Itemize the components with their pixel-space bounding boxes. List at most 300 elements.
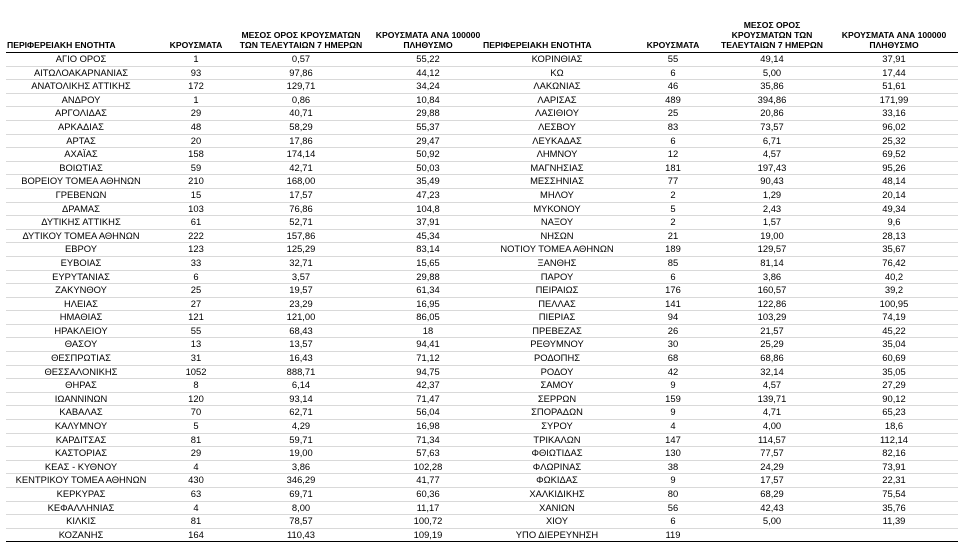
table-row [6, 256, 490, 270]
table-row [6, 379, 490, 393]
cell-cases: 59 [156, 161, 236, 175]
table-row [6, 352, 490, 366]
cell-7day-average: 32,71 [236, 256, 366, 270]
table-row [482, 528, 958, 542]
cell-7day-average: 114,57 [714, 433, 830, 447]
header-region: ΠΕΡΙΦΕΡΕΙΑΚΗ ΕΝΟΤΗΤΑ [6, 8, 156, 53]
cell-cases: 1052 [156, 365, 236, 379]
cell-cases-per-100k: 112,14 [830, 433, 958, 447]
cell-7day-average [714, 528, 830, 542]
cell-cases: 9 [632, 406, 714, 420]
cell-region: ΧΙΟΥ [482, 515, 632, 529]
table-row [482, 433, 958, 447]
cell-7day-average: 73,57 [714, 120, 830, 134]
cell-cases: 13 [156, 338, 236, 352]
cell-7day-average: 58,29 [236, 120, 366, 134]
cell-cases-per-100k: 95,26 [830, 161, 958, 175]
table-row [6, 202, 490, 216]
cell-cases-per-100k: 29,47 [366, 134, 490, 148]
table-row [6, 284, 490, 298]
cell-7day-average: 17,57 [714, 474, 830, 488]
cell-cases: 55 [156, 324, 236, 338]
table-row [482, 284, 958, 298]
cell-cases-per-100k: 104,8 [366, 202, 490, 216]
cell-cases-per-100k: 60,69 [830, 352, 958, 366]
table-row [482, 148, 958, 162]
cell-7day-average: 93,14 [236, 392, 366, 406]
cell-7day-average: 394,86 [714, 93, 830, 107]
cell-region: ΔΥΤΙΚΟΥ ΤΟΜΕΑ ΑΘΗΝΩΝ [6, 229, 156, 243]
header-cases: ΚΡΟΥΣΜΑΤΑ [632, 8, 714, 53]
cell-cases: 6 [632, 270, 714, 284]
cell-region: ΞΑΝΘΗΣ [482, 256, 632, 270]
cell-7day-average: 129,71 [236, 80, 366, 94]
cell-7day-average: 77,57 [714, 447, 830, 461]
cell-region: ΑΝΔΡΟΥ [6, 93, 156, 107]
header-cases: ΚΡΟΥΣΜΑΤΑ [156, 8, 236, 53]
table-row [6, 365, 490, 379]
cell-region: ΣΕΡΡΩΝ [482, 392, 632, 406]
cell-cases: 42 [632, 365, 714, 379]
cell-cases-per-100k: 10,84 [366, 93, 490, 107]
cell-cases: 176 [632, 284, 714, 298]
cell-region: ΠΕΙΡΑΙΩΣ [482, 284, 632, 298]
cell-cases: 8 [156, 379, 236, 393]
cell-7day-average: 157,86 [236, 229, 366, 243]
cell-region: ΡΕΘΥΜΝΟΥ [482, 338, 632, 352]
table-row [482, 488, 958, 502]
cell-cases-per-100k: 71,34 [366, 433, 490, 447]
cell-7day-average: 13,57 [236, 338, 366, 352]
table-row [6, 270, 490, 284]
table-header-row [482, 8, 958, 53]
cell-cases-per-100k: 42,37 [366, 379, 490, 393]
cell-cases: 489 [632, 93, 714, 107]
table-row [6, 107, 490, 121]
cell-7day-average: 24,29 [714, 460, 830, 474]
cell-cases-per-100k: 44,12 [366, 66, 490, 80]
cell-7day-average: 3,57 [236, 270, 366, 284]
cell-cases-per-100k: 15,65 [366, 256, 490, 270]
table-row [6, 338, 490, 352]
cell-cases: 103 [156, 202, 236, 216]
cell-7day-average: 17,86 [236, 134, 366, 148]
cell-cases-per-100k: 37,91 [830, 53, 958, 67]
cell-cases: 1 [156, 53, 236, 67]
table-row [6, 406, 490, 420]
cell-cases: 6 [632, 66, 714, 80]
cell-region: ΛΑΚΩΝΙΑΣ [482, 80, 632, 94]
cell-cases-per-100k: 65,23 [830, 406, 958, 420]
cell-region: ΘΗΡΑΣ [6, 379, 156, 393]
cell-region: ΚΕΡΚΥΡΑΣ [6, 488, 156, 502]
cell-cases-per-100k: 57,63 [366, 447, 490, 461]
table-row [6, 188, 490, 202]
cell-region: ΛΕΥΚΑΔΑΣ [482, 134, 632, 148]
cell-cases: 29 [156, 447, 236, 461]
cell-cases-per-100k: 82,16 [830, 447, 958, 461]
cell-region: ΡΟΔΟΠΗΣ [482, 352, 632, 366]
cell-7day-average: 59,71 [236, 433, 366, 447]
cell-cases-per-100k: 55,22 [366, 53, 490, 67]
cell-cases-per-100k: 74,19 [830, 311, 958, 325]
table-row [6, 134, 490, 148]
cell-region: ΛΑΡΙΣΑΣ [482, 93, 632, 107]
cell-7day-average: 32,14 [714, 365, 830, 379]
cell-region: ΜΗΛΟΥ [482, 188, 632, 202]
table-row [482, 107, 958, 121]
cell-7day-average: 40,71 [236, 107, 366, 121]
cell-region: ΝΟΤΙΟΥ ΤΟΜΕΑ ΑΘΗΝΩΝ [482, 243, 632, 257]
cell-cases-per-100k: 18,6 [830, 420, 958, 434]
cell-cases: 56 [632, 501, 714, 515]
cell-7day-average: 3,86 [236, 460, 366, 474]
cell-7day-average: 4,00 [714, 420, 830, 434]
cell-7day-average: 19,00 [236, 447, 366, 461]
cell-cases: 189 [632, 243, 714, 257]
cell-region: ΑΙΤΩΛΟΑΚΑΡΝΑΝΙΑΣ [6, 66, 156, 80]
table-header-row [6, 8, 490, 53]
cell-7day-average: 4,57 [714, 148, 830, 162]
cell-cases: 172 [156, 80, 236, 94]
cell-region: ΛΕΣΒΟΥ [482, 120, 632, 134]
cell-region: ΚΟΖΑΝΗΣ [6, 528, 156, 542]
table-row [482, 447, 958, 461]
table-row [482, 379, 958, 393]
cell-7day-average: 174,14 [236, 148, 366, 162]
cell-region: ΒΟΡΕΙΟΥ ΤΟΜΕΑ ΑΘΗΝΩΝ [6, 175, 156, 189]
cell-cases-per-100k: 27,29 [830, 379, 958, 393]
cell-region: ΤΡΙΚΑΛΩΝ [482, 433, 632, 447]
cell-region: ΑΡΚΑΔΙΑΣ [6, 120, 156, 134]
cell-cases: 70 [156, 406, 236, 420]
cell-cases-per-100k: 49,34 [830, 202, 958, 216]
cell-region: ΠΙΕΡΙΑΣ [482, 311, 632, 325]
cell-cases: 4 [156, 501, 236, 515]
cell-cases: 81 [156, 433, 236, 447]
table-row [482, 256, 958, 270]
cell-region: ΛΗΜΝΟΥ [482, 148, 632, 162]
cell-region: ΜΕΣΣΗΝΙΑΣ [482, 175, 632, 189]
cell-region: ΗΜΑΘΙΑΣ [6, 311, 156, 325]
cell-7day-average: 121,00 [236, 311, 366, 325]
table-row [482, 53, 958, 67]
table-row [6, 120, 490, 134]
table-row [6, 324, 490, 338]
table-row [482, 80, 958, 94]
cell-7day-average: 160,57 [714, 284, 830, 298]
cell-region: ΚΩ [482, 66, 632, 80]
cell-7day-average: 103,29 [714, 311, 830, 325]
cell-cases: 38 [632, 460, 714, 474]
cell-cases-per-100k: 56,04 [366, 406, 490, 420]
cell-cases-per-100k: 109,19 [366, 528, 490, 542]
table-row [6, 66, 490, 80]
cell-cases: 68 [632, 352, 714, 366]
cell-region: ΕΥΒΟΙΑΣ [6, 256, 156, 270]
cell-7day-average: 21,57 [714, 324, 830, 338]
cell-cases-per-100k: 90,12 [830, 392, 958, 406]
cell-cases-per-100k: 29,88 [366, 270, 490, 284]
table-row [482, 93, 958, 107]
cell-region: ΜΑΓΝΗΣΙΑΣ [482, 161, 632, 175]
cell-7day-average: 42,43 [714, 501, 830, 515]
cell-region: ΣΠΟΡΑΔΩΝ [482, 406, 632, 420]
cell-cases: 77 [632, 175, 714, 189]
cell-7day-average: 49,14 [714, 53, 830, 67]
cell-cases: 222 [156, 229, 236, 243]
cell-cases-per-100k: 51,61 [830, 80, 958, 94]
cell-region: ΚΕΑΣ - ΚΥΘΝΟΥ [6, 460, 156, 474]
header-cases-per-100k: ΚΡΟΥΣΜΑΤΑ ΑΝΑ 100000 ΠΛΗΘΥΣΜΟ [366, 8, 490, 53]
cell-cases-per-100k: 94,75 [366, 365, 490, 379]
cell-cases-per-100k: 71,47 [366, 392, 490, 406]
cell-7day-average: 6,71 [714, 134, 830, 148]
cell-region: ΕΒΡΟΥ [6, 243, 156, 257]
cell-cases-per-100k: 11,39 [830, 515, 958, 529]
table-body-right [482, 53, 958, 542]
cell-region: ΚΟΡΙΝΘΙΑΣ [482, 53, 632, 67]
cell-cases: 4 [156, 460, 236, 474]
cell-region: ΝΗΣΩΝ [482, 229, 632, 243]
cell-cases: 20 [156, 134, 236, 148]
table-row [482, 297, 958, 311]
cell-7day-average: 68,29 [714, 488, 830, 502]
cell-cases: 61 [156, 216, 236, 230]
cell-cases-per-100k: 35,04 [830, 338, 958, 352]
cell-region: ΠΑΡΟΥ [482, 270, 632, 284]
cell-cases-per-100k: 35,05 [830, 365, 958, 379]
cell-cases-per-100k: 96,02 [830, 120, 958, 134]
cell-region: ΜΥΚΟΝΟΥ [482, 202, 632, 216]
cell-cases-per-100k: 55,37 [366, 120, 490, 134]
cell-cases: 9 [632, 474, 714, 488]
cell-cases: 29 [156, 107, 236, 121]
cases-table-right [482, 8, 958, 542]
cell-cases-per-100k: 41,77 [366, 474, 490, 488]
cell-region: ΔΥΤΙΚΗΣ ΑΤΤΙΚΗΣ [6, 216, 156, 230]
header-7day-average: ΜΕΣΟΣ ΟΡΟΣ ΚΡΟΥΣΜΑΤΩΝ ΤΩΝ ΤΕΛΕΥΤΑΙΩΝ 7 ΗΜΕΡΩΝ [714, 8, 830, 53]
table-row [482, 134, 958, 148]
cell-cases-per-100k: 16,98 [366, 420, 490, 434]
table-row [482, 501, 958, 515]
cell-region: ΗΡΑΚΛΕΙΟΥ [6, 324, 156, 338]
table-row [482, 515, 958, 529]
table-row [482, 229, 958, 243]
cell-region: ΣΥΡΟΥ [482, 420, 632, 434]
cell-cases: 147 [632, 433, 714, 447]
cell-cases: 164 [156, 528, 236, 542]
cell-cases-per-100k: 25,32 [830, 134, 958, 148]
cell-7day-average: 125,29 [236, 243, 366, 257]
cell-cases-per-100k: 83,14 [366, 243, 490, 257]
table-row [482, 406, 958, 420]
cell-7day-average: 8,00 [236, 501, 366, 515]
cases-table-left [6, 8, 490, 542]
table-row [6, 501, 490, 515]
cell-7day-average: 5,00 [714, 515, 830, 529]
table-row [6, 528, 490, 542]
table-row [6, 229, 490, 243]
cell-7day-average: 1,57 [714, 216, 830, 230]
table-row [6, 175, 490, 189]
header-7day-average: ΜΕΣΟΣ ΟΡΟΣ ΚΡΟΥΣΜΑΤΩΝ ΤΩΝ ΤΕΛΕΥΤΑΙΩΝ 7 ΗΜΕΡΩΝ [236, 8, 366, 53]
right-table-block [482, 8, 958, 542]
table-row [482, 365, 958, 379]
cell-7day-average: 2,43 [714, 202, 830, 216]
cell-7day-average: 4,71 [714, 406, 830, 420]
cell-cases: 430 [156, 474, 236, 488]
cell-region: ΙΩΑΝΝΙΝΩΝ [6, 392, 156, 406]
cell-region: ΦΛΩΡΙΝΑΣ [482, 460, 632, 474]
table-row [6, 53, 490, 67]
cell-region: ΒΟΙΩΤΙΑΣ [6, 161, 156, 175]
cell-cases-per-100k: 50,92 [366, 148, 490, 162]
cell-cases: 121 [156, 311, 236, 325]
table-row [6, 243, 490, 257]
cell-cases: 85 [632, 256, 714, 270]
table-row [482, 474, 958, 488]
cell-7day-average: 23,29 [236, 297, 366, 311]
cell-cases: 6 [632, 515, 714, 529]
header-region: ΠΕΡΙΦΕΡΕΙΑΚΗ ΕΝΟΤΗΤΑ [482, 8, 632, 53]
cell-cases-per-100k: 171,99 [830, 93, 958, 107]
cell-7day-average: 69,71 [236, 488, 366, 502]
cell-7day-average: 76,86 [236, 202, 366, 216]
cell-cases: 12 [632, 148, 714, 162]
table-row [6, 93, 490, 107]
cell-7day-average: 68,43 [236, 324, 366, 338]
cell-region: ΑΧΑΪΑΣ [6, 148, 156, 162]
cell-cases-per-100k: 86,05 [366, 311, 490, 325]
cell-cases: 5 [156, 420, 236, 434]
cell-cases-per-100k: 22,31 [830, 474, 958, 488]
table-row [482, 216, 958, 230]
cell-7day-average: 4,57 [714, 379, 830, 393]
cell-cases-per-100k: 50,03 [366, 161, 490, 175]
cell-cases-per-100k: 35,49 [366, 175, 490, 189]
cell-region: ΦΩΚΙΔΑΣ [482, 474, 632, 488]
cell-cases-per-100k: 69,52 [830, 148, 958, 162]
table-row [6, 161, 490, 175]
cell-cases: 158 [156, 148, 236, 162]
table-row [6, 148, 490, 162]
cell-region: ΣΑΜΟΥ [482, 379, 632, 393]
cell-cases-per-100k: 71,12 [366, 352, 490, 366]
cell-7day-average: 16,43 [236, 352, 366, 366]
table-row [482, 243, 958, 257]
cell-region: ΚΕΝΤΡΙΚΟΥ ΤΟΜΕΑ ΑΘΗΝΩΝ [6, 474, 156, 488]
table-row [6, 420, 490, 434]
cell-cases: 6 [632, 134, 714, 148]
cell-7day-average: 122,86 [714, 297, 830, 311]
cell-cases: 21 [632, 229, 714, 243]
cell-7day-average: 19,00 [714, 229, 830, 243]
cell-7day-average: 42,71 [236, 161, 366, 175]
cell-7day-average: 90,43 [714, 175, 830, 189]
cell-region: ΦΘΙΩΤΙΔΑΣ [482, 447, 632, 461]
cell-region: ΑΝΑΤΟΛΙΚΗΣ ΑΤΤΙΚΗΣ [6, 80, 156, 94]
cell-cases: 83 [632, 120, 714, 134]
cell-cases-per-100k: 94,41 [366, 338, 490, 352]
cell-cases-per-100k: 33,16 [830, 107, 958, 121]
cell-cases: 15 [156, 188, 236, 202]
cell-region: ΚΕΦΑΛΛΗΝΙΑΣ [6, 501, 156, 515]
table-row [482, 311, 958, 325]
cell-cases: 9 [632, 379, 714, 393]
cell-cases-per-100k: 75,54 [830, 488, 958, 502]
cell-region: ΚΙΛΚΙΣ [6, 515, 156, 529]
cell-7day-average: 129,57 [714, 243, 830, 257]
cell-7day-average: 1,29 [714, 188, 830, 202]
cell-7day-average: 168,00 [236, 175, 366, 189]
cell-cases-per-100k: 100,95 [830, 297, 958, 311]
cell-region: ΝΑΞΟΥ [482, 216, 632, 230]
cell-cases-per-100k: 48,14 [830, 175, 958, 189]
table-row [482, 420, 958, 434]
cell-region: ΗΛΕΙΑΣ [6, 297, 156, 311]
cell-7day-average: 197,43 [714, 161, 830, 175]
cell-cases: 2 [632, 188, 714, 202]
cell-region: ΑΡΤΑΣ [6, 134, 156, 148]
cell-cases-per-100k: 60,36 [366, 488, 490, 502]
cell-cases-per-100k: 102,28 [366, 460, 490, 474]
cell-cases-per-100k: 61,34 [366, 284, 490, 298]
cell-cases: 48 [156, 120, 236, 134]
cell-7day-average: 110,43 [236, 528, 366, 542]
cell-cases-per-100k: 37,91 [366, 216, 490, 230]
table-row [482, 270, 958, 284]
cell-cases-per-100k: 35,76 [830, 501, 958, 515]
cell-cases: 2 [632, 216, 714, 230]
cell-7day-average: 97,86 [236, 66, 366, 80]
cell-cases: 141 [632, 297, 714, 311]
cell-7day-average: 52,71 [236, 216, 366, 230]
table-row [482, 161, 958, 175]
left-table-block [6, 8, 490, 542]
cell-region: ΕΥΡΥΤΑΝΙΑΣ [6, 270, 156, 284]
table-row [482, 202, 958, 216]
cell-cases-per-100k: 45,34 [366, 229, 490, 243]
table-row [6, 433, 490, 447]
table-row [6, 460, 490, 474]
table-body-left [6, 53, 490, 542]
header-cases-per-100k: ΚΡΟΥΣΜΑΤΑ ΑΝΑ 100000 ΠΛΗΘΥΣΜΟ [830, 8, 958, 53]
cell-region: ΑΡΓΟΛΙΔΑΣ [6, 107, 156, 121]
cell-7day-average: 0,86 [236, 93, 366, 107]
cell-cases: 33 [156, 256, 236, 270]
cell-cases: 80 [632, 488, 714, 502]
cell-7day-average: 20,86 [714, 107, 830, 121]
cell-cases: 25 [156, 284, 236, 298]
cell-cases-per-100k: 20,14 [830, 188, 958, 202]
cell-cases-per-100k: 45,22 [830, 324, 958, 338]
cell-cases: 25 [632, 107, 714, 121]
cell-cases-per-100k: 18 [366, 324, 490, 338]
table-row [6, 297, 490, 311]
cell-region: ΘΕΣΣΑΛΟΝΙΚΗΣ [6, 365, 156, 379]
cell-cases: 31 [156, 352, 236, 366]
cell-cases: 81 [156, 515, 236, 529]
table-row [482, 66, 958, 80]
cell-7day-average: 0,57 [236, 53, 366, 67]
cell-7day-average: 62,71 [236, 406, 366, 420]
cell-cases: 1 [156, 93, 236, 107]
cell-cases-per-100k: 9,6 [830, 216, 958, 230]
cell-region: ΡΟΔΟΥ [482, 365, 632, 379]
cell-region: ΔΡΑΜΑΣ [6, 202, 156, 216]
table-row [482, 460, 958, 474]
